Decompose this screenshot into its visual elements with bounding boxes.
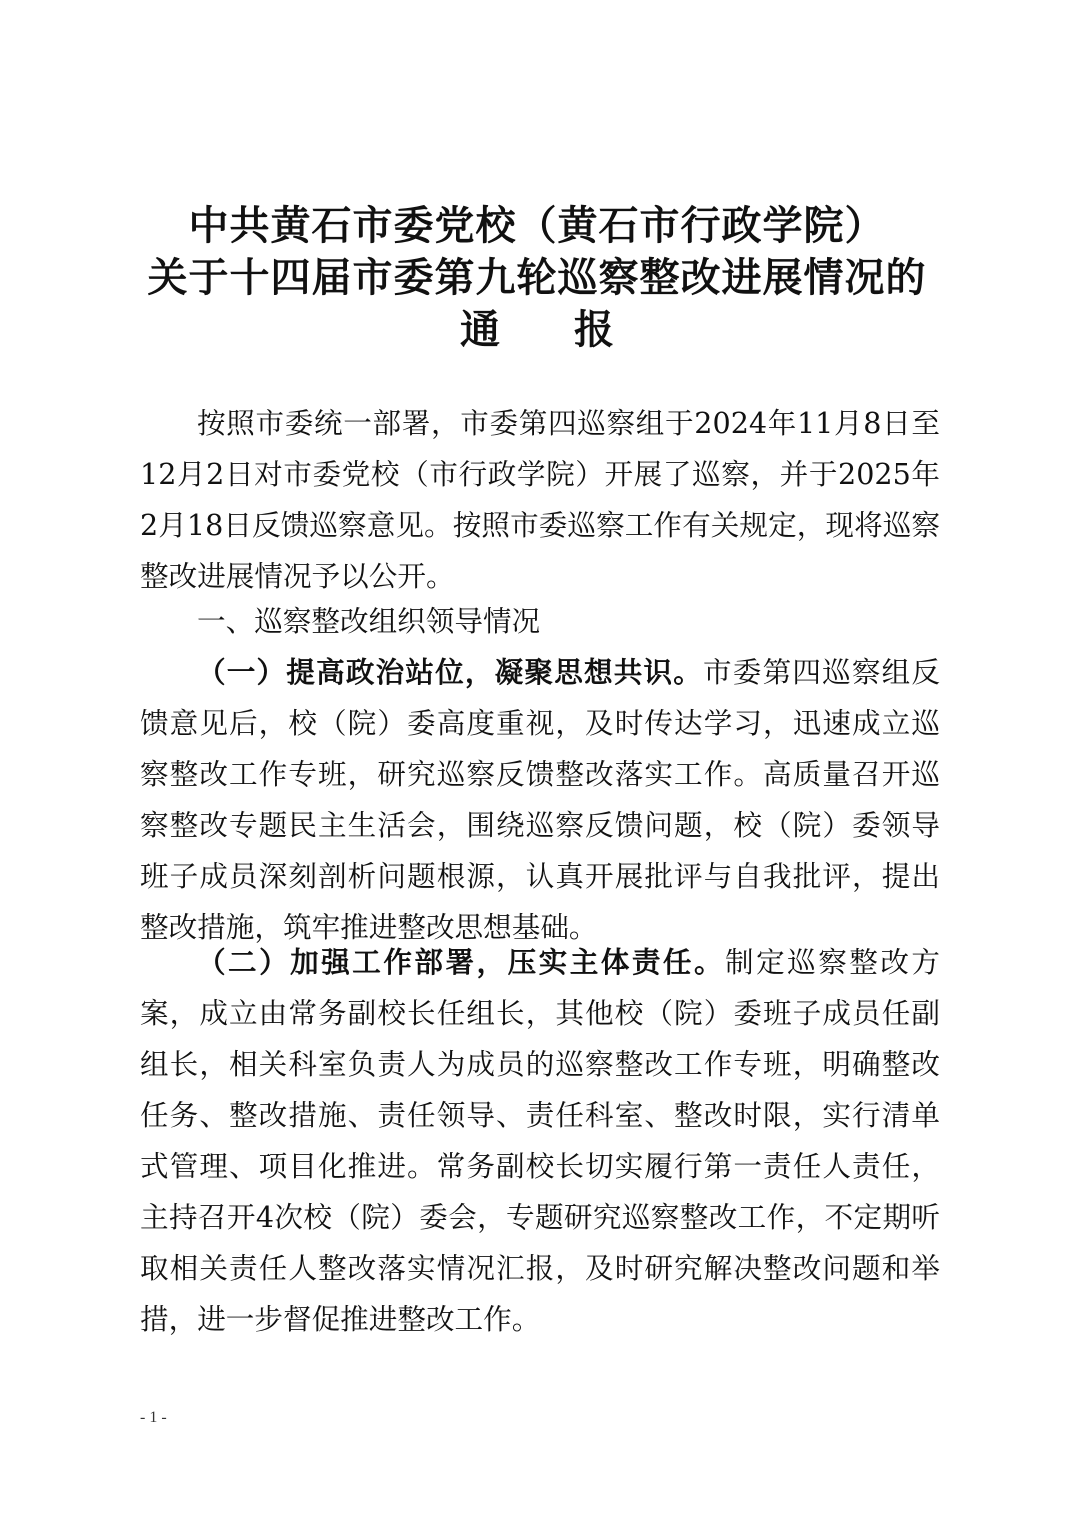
page-number: - 1 -: [140, 1409, 167, 1426]
item-1-body: 市委第四巡察组反馈意见后，校（院）委高度重视，及时传达学习，迅速成立巡察整改工作专班，研究巡察反馈整改落实工作。高质量召开巡察整改专题民主生活会，围绕巡察反馈问题，校（院）委领导班子成员深刻剖析问题根源，认真开展批评与自我批评，提出整改措施，筑牢推进整改思想基础。: [140, 655, 940, 944]
document-title-line-3: [0, 304, 1074, 356]
title-char-bao: 报: [574, 306, 614, 353]
document-title-line-1: 中共黄石市委党校（黄石市行政学院）: [188, 202, 886, 249]
item-1-paragraph: [140, 647, 940, 953]
item-2-body: 制定巡察整改方案，成立由常务副校长任组长，其他校（院）委班子成员任副组长，相关科室负责人为成员的巡察整改工作专班，明确整改任务、整改措施、责任领导、责任科室、整改时限，实行清单式管理、项目化推进。常务副校长切实履行第一责任人责任，主持召开4次校（院）委会，专题研究巡察整改工作，不定期听取相关责任人整改落实情况汇报，及时研究解决整改问题和举措，进一步督促推进整改工作。: [140, 945, 940, 1336]
item-1-lead: （一）提高政治站位，凝聚思想共识。: [197, 655, 704, 689]
intro-paragraph: 按照市委统一部署，市委第四巡察组于2024年11月8日至12月2日对市委党校（市行政学院）开展了巡察，并于2025年2月18日反馈巡察意见。按照市委巡察工作有关规定，现将巡察整改进展情况予以公开。: [140, 406, 940, 593]
item-2-lead: （二）加强工作部署，压实主体责任。: [197, 945, 726, 979]
section-heading-1: 一、巡察整改组织领导情况: [197, 604, 541, 638]
title-char-tong: 通: [460, 306, 500, 353]
document-title-line-2: 关于十四届市委第九轮巡察整改进展情况的: [147, 254, 927, 301]
item-2-paragraph: [140, 937, 940, 1345]
